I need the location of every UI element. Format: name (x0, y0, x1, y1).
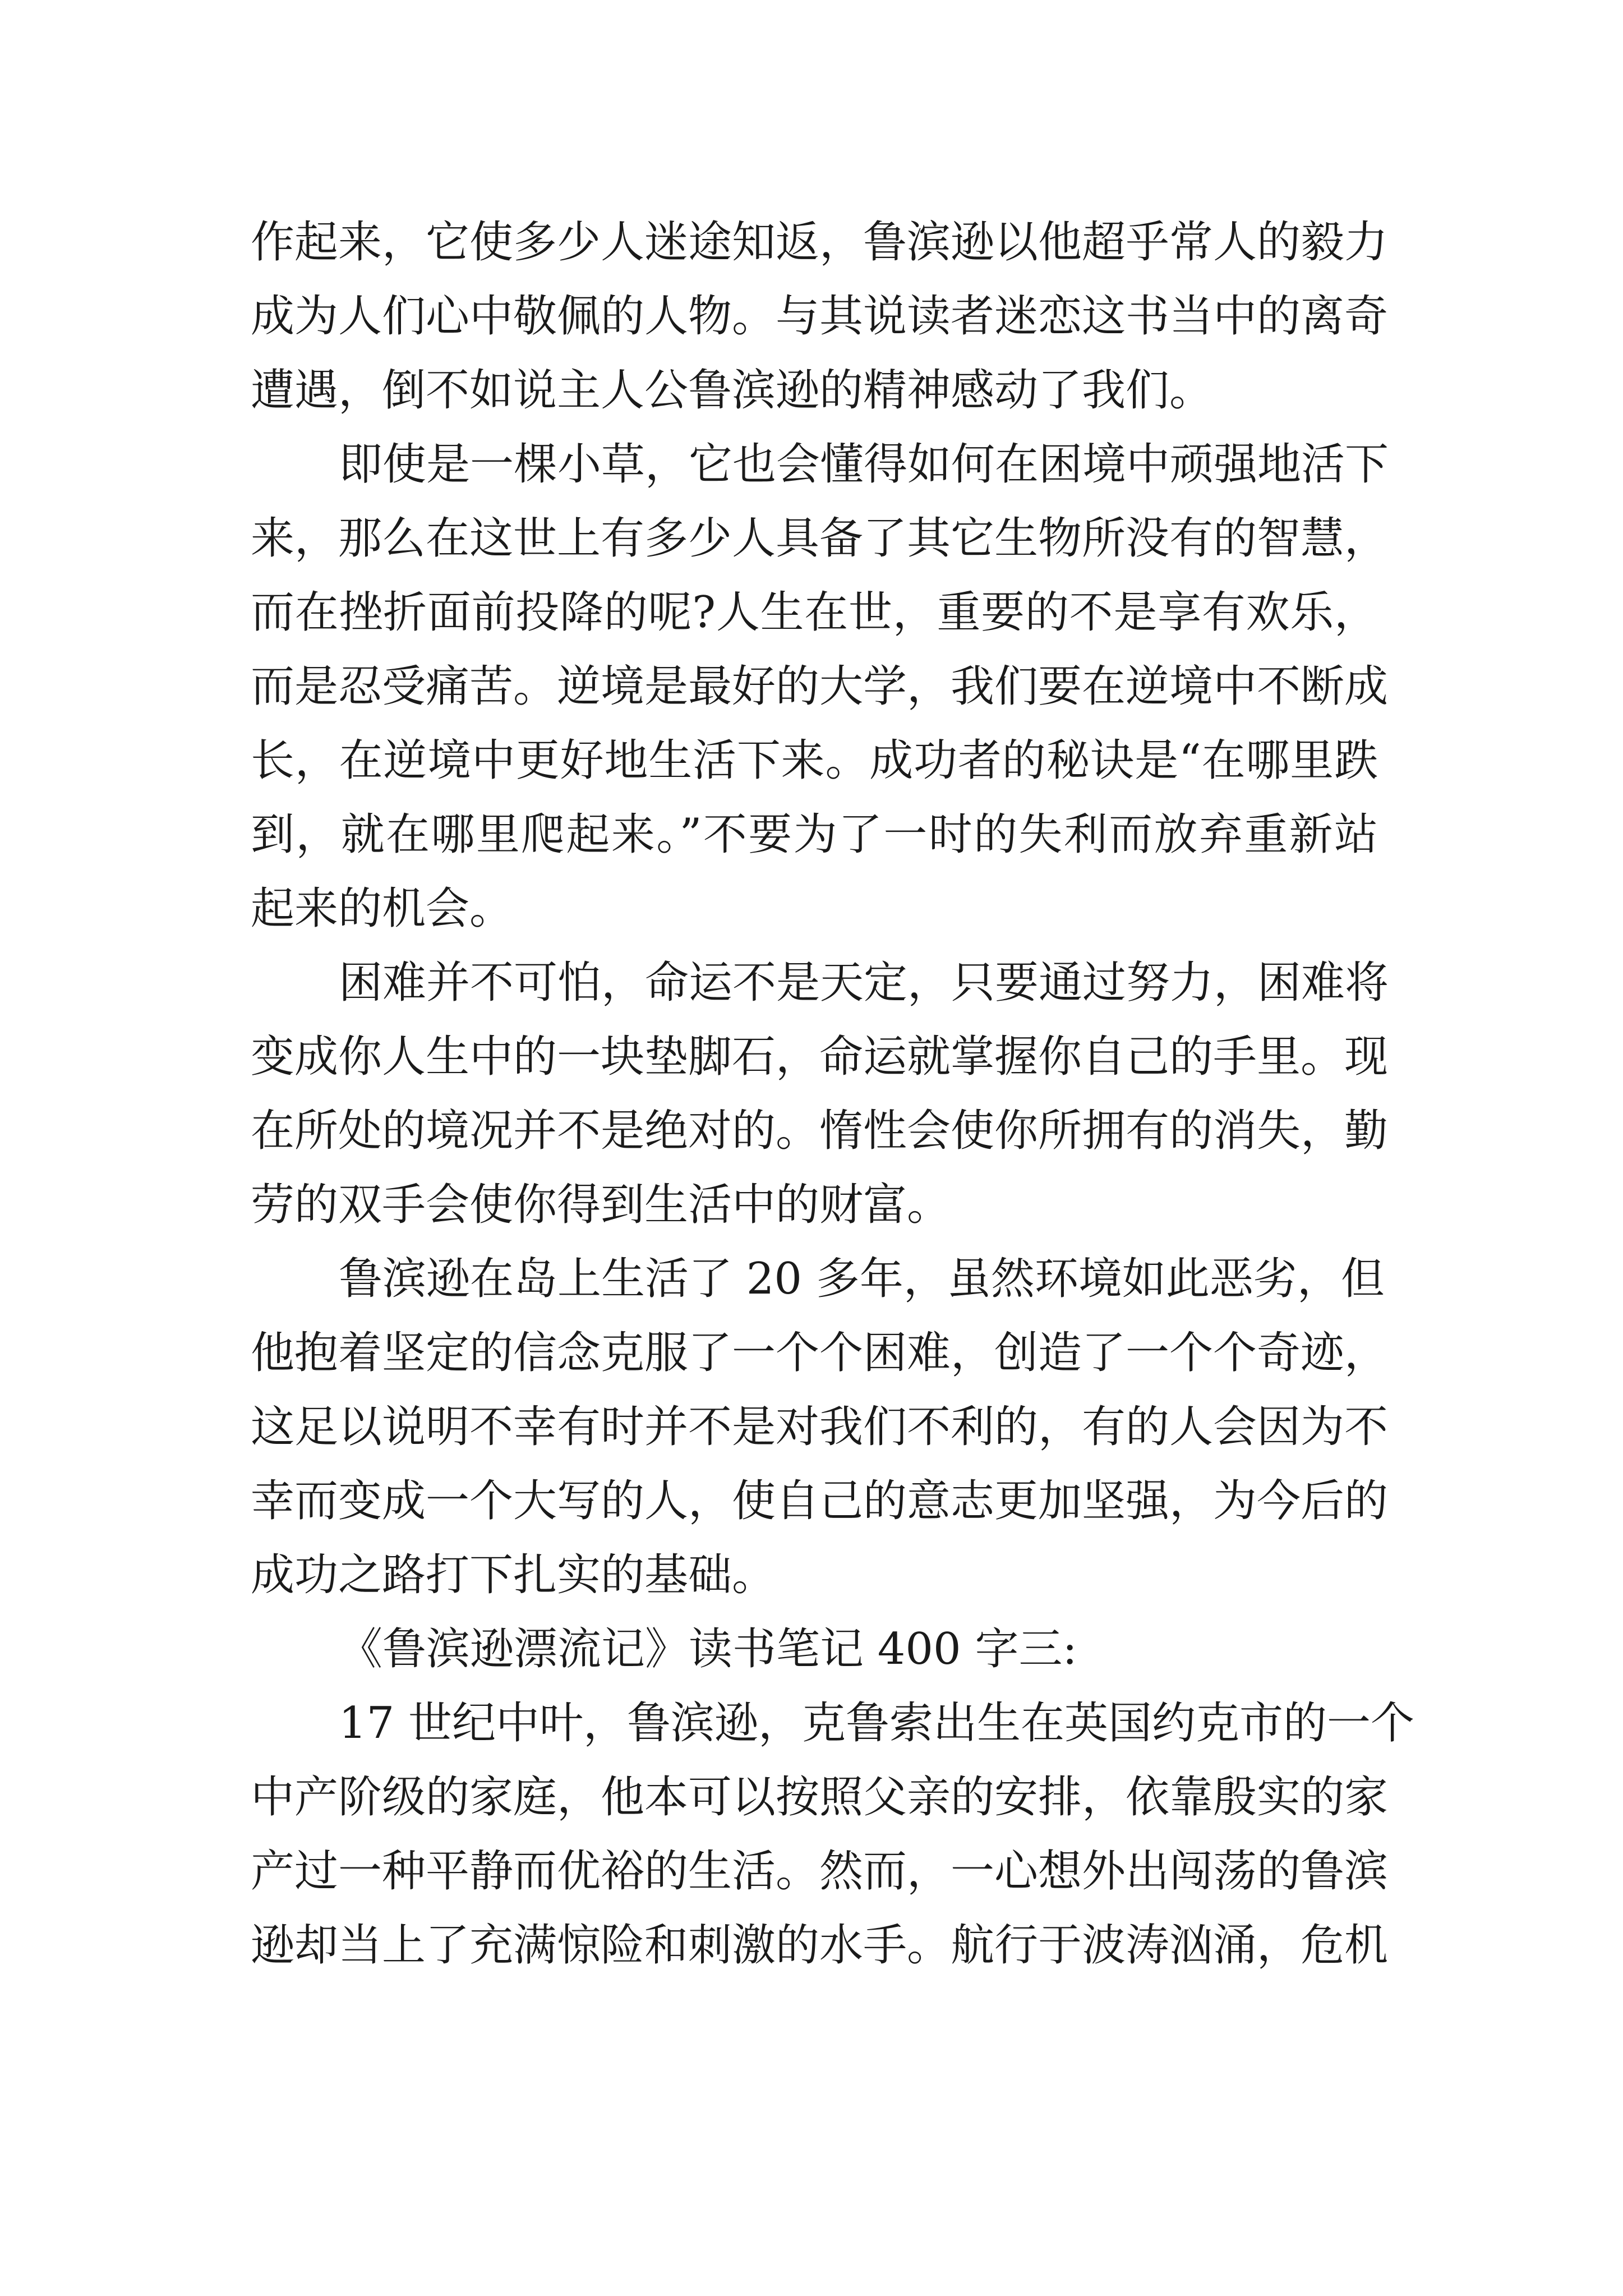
text-line: 产过一种平静而优裕的生活。然而，一心想外出闯荡的鲁滨 (251, 1846, 1389, 1897)
text-line: 来，那么在这世上有多少人具备了其它生物所没有的智慧， (251, 513, 1389, 564)
text-line: 幸而变成一个大写的人，使自己的意志更加坚强，为今后的 (251, 1476, 1389, 1526)
text-line: 而是忍受痛苦。逆境是最好的大学，我们要在逆境中不断成 (251, 661, 1389, 712)
text-line: 逊却当上了充满惊险和刺激的水手。航行于波涛汹涌，危机 (251, 1920, 1389, 1971)
text-line: 他抱着坚定的信念克服了一个个困难，创造了一个个奇迹， (251, 1328, 1389, 1378)
text-line: 作起来，它使多少人迷途知返，鲁滨逊以他超乎常人的毅力 (251, 217, 1389, 268)
text-line: 变成你人生中的一块垫脚石，命运就掌握你自己的手里。现 (251, 1032, 1389, 1082)
text-line: 这足以说明不幸有时并不是对我们不利的，有的人会因为不 (251, 1402, 1389, 1452)
text-line: 长，在逆境中更好地生活下来。成功者的秘诀是“在哪里跌 (251, 735, 1378, 786)
paragraph-first-line: 困难并不可怕，命运不是天定，只要通过努力，困难将 (339, 958, 1389, 1008)
text-line: 成为人们心中敬佩的人物。与其说读者迷恋这书当中的离奇 (251, 291, 1389, 342)
text-line: 成功之路打下扎实的基础。 (251, 1550, 776, 1600)
section-heading: 《鲁滨逊漂流记》读书笔记 400 字三: (339, 1624, 1077, 1674)
text-line: 劳的双手会使你得到生活中的财富。 (251, 1180, 951, 1230)
text-line: 中产阶级的家庭，他本可以按照父亲的安排，依靠殷实的家 (251, 1772, 1389, 1823)
paragraph-first-line: 17 世纪中叶，鲁滨逊，克鲁索出生在英国约克市的一个 (339, 1698, 1415, 1749)
text-line: 而在挫折面前投降的呢?人生在世，重要的不是享有欢乐， (251, 587, 1378, 638)
text-line: 遭遇，倒不如说主人公鲁滨逊的精神感动了我们。 (251, 365, 1214, 416)
text-line: 在所处的境况并不是绝对的。惰性会使你所拥有的消失，勤 (251, 1106, 1389, 1156)
text-line: 起来的机会。 (251, 884, 514, 934)
paragraph-first-line: 即使是一棵小草，它也会懂得如何在困境中顽强地活下 (339, 439, 1389, 490)
paragraph-first-line: 鲁滨逊在岛上生活了 20 多年，虽然环境如此恶劣，但 (339, 1254, 1385, 1304)
text-line: 到，就在哪里爬起来。”不要为了一时的失利而放弃重新站 (251, 809, 1378, 860)
